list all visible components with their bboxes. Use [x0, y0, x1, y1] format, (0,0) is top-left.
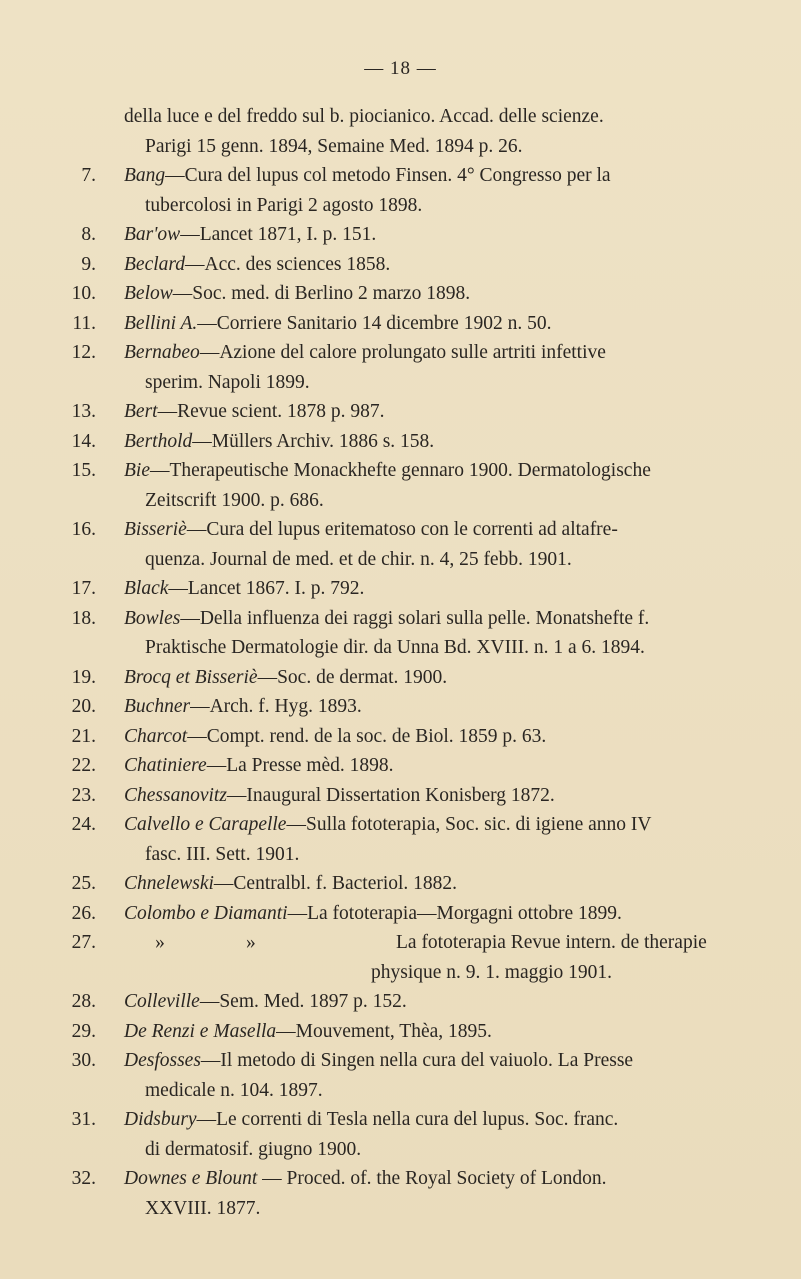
entry-text: —La fototerapia—Morgagni ottobre 1899. [287, 902, 622, 924]
entry-text: —Corriere Sanitario 14 dicembre 1902 n. 50. [197, 312, 552, 334]
entry-number: 18. [71, 607, 96, 629]
entry-line [124, 928, 749, 958]
bibliography-entry [0, 604, 801, 663]
bibliography-entry [0, 279, 801, 309]
bibliography-entry [0, 427, 801, 457]
entry-text: —Sulla fototerapia, Soc. sic. di igiene anno IV [286, 814, 652, 835]
bibliography-entry [0, 663, 801, 693]
entry-text: —Cura del lupus eritematoso con le correnti ad altafre- [186, 519, 618, 540]
entry-line [124, 574, 749, 604]
entry-author: Bellini A. [124, 312, 198, 334]
entry-line [124, 840, 749, 870]
entry-text: —Centralbl. f. Bacteriol. 1882. [213, 873, 458, 894]
entry-line [124, 427, 749, 457]
entry-line [124, 1135, 749, 1165]
entry-line [124, 338, 749, 368]
entry-author: Downes e Blount [124, 1168, 258, 1189]
entry-author: Beclard [124, 253, 186, 275]
entry-line [124, 810, 749, 840]
entry-number: 24. [71, 814, 96, 835]
entry-author: Bar'ow [124, 224, 181, 245]
bibliography-entry [0, 1046, 801, 1105]
bibliography-entry [0, 899, 801, 929]
entry-text: quenza. Journal de med. et de chir. n. 4, 25 febb. 1901. [145, 548, 572, 570]
entry-number: 12. [71, 342, 96, 363]
entry-author: Calvello e Carapelle [124, 814, 287, 835]
entry-text: —Mouvement, Thèa, 1895. [276, 1020, 492, 1042]
entry-text: medicale n. 104. 1897. [145, 1079, 323, 1101]
entry-author: Bernabeo [124, 342, 200, 363]
entry-line [124, 456, 749, 486]
entry-author: Black [124, 578, 169, 599]
entry-number: 16. [71, 519, 96, 540]
entry-line [124, 132, 749, 162]
entry-text: Zeitscrift 1900. p. 686. [145, 489, 324, 511]
bibliography-entry [0, 250, 801, 280]
entry-text: —Acc. des sciences 1858. [185, 253, 391, 275]
entry-text: —Arch. f. Hyg. 1893. [190, 696, 362, 717]
entry-number: 31. [71, 1109, 96, 1130]
entry-number: 29. [71, 1020, 96, 1042]
entry-number: 19. [71, 666, 96, 688]
entry-number: 9. [81, 253, 96, 275]
entry-author: Colleville [124, 991, 200, 1012]
entry-text: —Lancet 1867. I. p. 792. [168, 578, 365, 599]
entry-text: tubercolosi in Parigi 2 agosto 1898. [145, 194, 423, 216]
entry-line [124, 1194, 749, 1224]
entry-author: Charcot [124, 725, 188, 747]
entry-author: De Renzi e Masella [124, 1020, 277, 1042]
entry-number: 10. [71, 283, 96, 304]
entry-line [124, 987, 749, 1017]
entry-line [124, 663, 749, 693]
entry-text: —Inaugural Dissertation Konisberg 1872. [226, 784, 555, 806]
entry-number: 11. [72, 312, 96, 334]
entry-author: Bowles [124, 607, 181, 629]
entry-number: 32. [71, 1168, 96, 1189]
entry-author: Bert [124, 401, 158, 422]
entry-line [124, 692, 749, 722]
entry-text: Parigi 15 genn. 1894, Semaine Med. 1894 p. 26. [145, 135, 523, 157]
bibliography-entry [0, 987, 801, 1017]
entry-number: 15. [71, 460, 96, 481]
entry-text: fasc. III. Sett. 1901. [145, 843, 300, 865]
bibliography-entry [0, 309, 801, 339]
entry-author: Brocq et Bisseriè [124, 666, 258, 688]
bibliography-entry [0, 810, 801, 869]
entry-line [124, 220, 749, 250]
entry-text: — Proced. of. the Royal Society of London. [257, 1168, 607, 1189]
entry-line [124, 1076, 749, 1106]
entry-text: —Della influenza dei raggi solari sulla pelle. Monatshefte f. [180, 607, 650, 629]
entry-text: —Soc. de dermat. 1900. [257, 666, 448, 688]
bibliography-entry [0, 781, 801, 811]
entry-author: Bang [124, 165, 166, 186]
entry-line [124, 958, 749, 988]
entry-line [124, 309, 749, 339]
entry-author: Bie [124, 460, 150, 481]
entry-line [124, 397, 749, 427]
entry-author: Bisseriè [124, 519, 187, 540]
bibliography-entry [0, 692, 801, 722]
entry-line [124, 633, 749, 663]
bibliography-entry [0, 928, 801, 987]
entry-author: Didsbury [124, 1109, 197, 1130]
entry-line [124, 486, 749, 516]
entry-number: 25. [71, 873, 96, 894]
entry-text: Praktische Dermatologie dir. da Unna Bd. XVIII. n. 1 a 6. 1894. [145, 637, 645, 658]
entry-line [124, 1046, 749, 1076]
entry-number: 14. [71, 430, 96, 452]
bibliography-entry [0, 722, 801, 752]
entry-number: 30. [71, 1050, 96, 1071]
entry-text: —Lancet 1871, I. p. 151. [180, 224, 377, 245]
entry-text: physique n. 9. 1. maggio 1901. [371, 961, 613, 983]
entry-text: XXVIII. 1877. [145, 1197, 261, 1219]
entry-line [124, 515, 749, 545]
bibliography-entry [0, 338, 801, 397]
entry-number: 20. [71, 696, 96, 717]
bibliography-entry [0, 1017, 801, 1047]
entry-text: La fototerapia Revue intern. de therapie [396, 932, 707, 953]
entry-line [124, 751, 749, 781]
entry-author: Chatiniere [124, 755, 207, 776]
bibliography-entry [0, 102, 801, 161]
entry-line [124, 368, 749, 398]
bibliography-list [0, 102, 801, 1223]
entry-author: Berthold [124, 430, 193, 452]
entry-line [124, 722, 749, 752]
ditto-mark: » [246, 932, 256, 953]
entry-line [124, 1017, 749, 1047]
entry-text: sperim. Napoli 1899. [145, 371, 310, 393]
bibliography-entry [0, 456, 801, 515]
entry-line [124, 250, 749, 280]
entry-number: 23. [71, 784, 96, 806]
ditto-mark: » [155, 932, 165, 953]
entry-text: —La Presse mèd. 1898. [206, 755, 394, 776]
entry-text: di dermatosif. giugno 1900. [145, 1138, 362, 1160]
entry-author: Chnelewski [124, 873, 214, 894]
entry-text: —Revue scient. 1878 p. 987. [157, 401, 385, 422]
bibliography-entry [0, 869, 801, 899]
entry-author: Below [124, 283, 173, 304]
entry-number: 8. [81, 224, 96, 245]
entry-line [124, 1105, 749, 1135]
entry-line [124, 545, 749, 575]
bibliography-entry [0, 220, 801, 250]
entry-number: 27. [71, 932, 96, 953]
entry-line [124, 781, 749, 811]
entry-author: Buchner [124, 696, 191, 717]
bibliography-entry [0, 751, 801, 781]
page-number: — 18 — [364, 58, 437, 79]
bibliography-entry [0, 1105, 801, 1164]
bibliography-entry [0, 515, 801, 574]
entry-line [124, 102, 749, 132]
entry-line [124, 899, 749, 929]
entry-line [124, 604, 749, 634]
bibliography-entry [0, 161, 801, 220]
entry-number: 21. [71, 725, 96, 747]
entry-text: della luce e del freddo sul b. piocianico. Accad. delle scienze. [124, 106, 604, 127]
bibliography-entry [0, 574, 801, 604]
entry-text: —Il metodo di Singen nella cura del vaiuolo. La Presse [200, 1050, 634, 1071]
entry-number: 13. [71, 401, 96, 422]
entry-author: Desfosses [124, 1050, 201, 1071]
entry-number: 26. [71, 902, 96, 924]
entry-number: 22. [71, 755, 96, 776]
entry-line [124, 279, 749, 309]
entry-text: —Cura del lupus col metodo Finsen. 4° Congresso per la [165, 165, 611, 186]
entry-text: —Sem. Med. 1897 p. 152. [199, 991, 407, 1012]
bibliography-entry [0, 397, 801, 427]
entry-author: Colombo e Diamanti [124, 902, 288, 924]
entry-text: —Soc. med. di Berlino 2 marzo 1898. [172, 283, 471, 304]
entry-text: —Azione del calore prolungato sulle artriti infettive [199, 342, 606, 363]
entry-line [124, 191, 749, 221]
entry-text: —Compt. rend. de la soc. de Biol. 1859 p. 63. [187, 725, 547, 747]
entry-number: 17. [71, 578, 96, 599]
entry-text: —Müllers Archiv. 1886 s. 158. [192, 430, 435, 452]
bibliography-entry [0, 1164, 801, 1223]
entry-number: 28. [71, 991, 96, 1012]
entry-number: 7. [81, 165, 96, 186]
entry-text: —Therapeutische Monackhefte gennaro 1900. Dermatologische [149, 460, 651, 481]
entry-author: Chessanovitz [124, 784, 227, 806]
entry-line [124, 161, 749, 191]
entry-text: —Le correnti di Tesla nella cura del lupus. Soc. franc. [196, 1109, 619, 1130]
entry-line [124, 869, 749, 899]
entry-line [124, 1164, 749, 1194]
